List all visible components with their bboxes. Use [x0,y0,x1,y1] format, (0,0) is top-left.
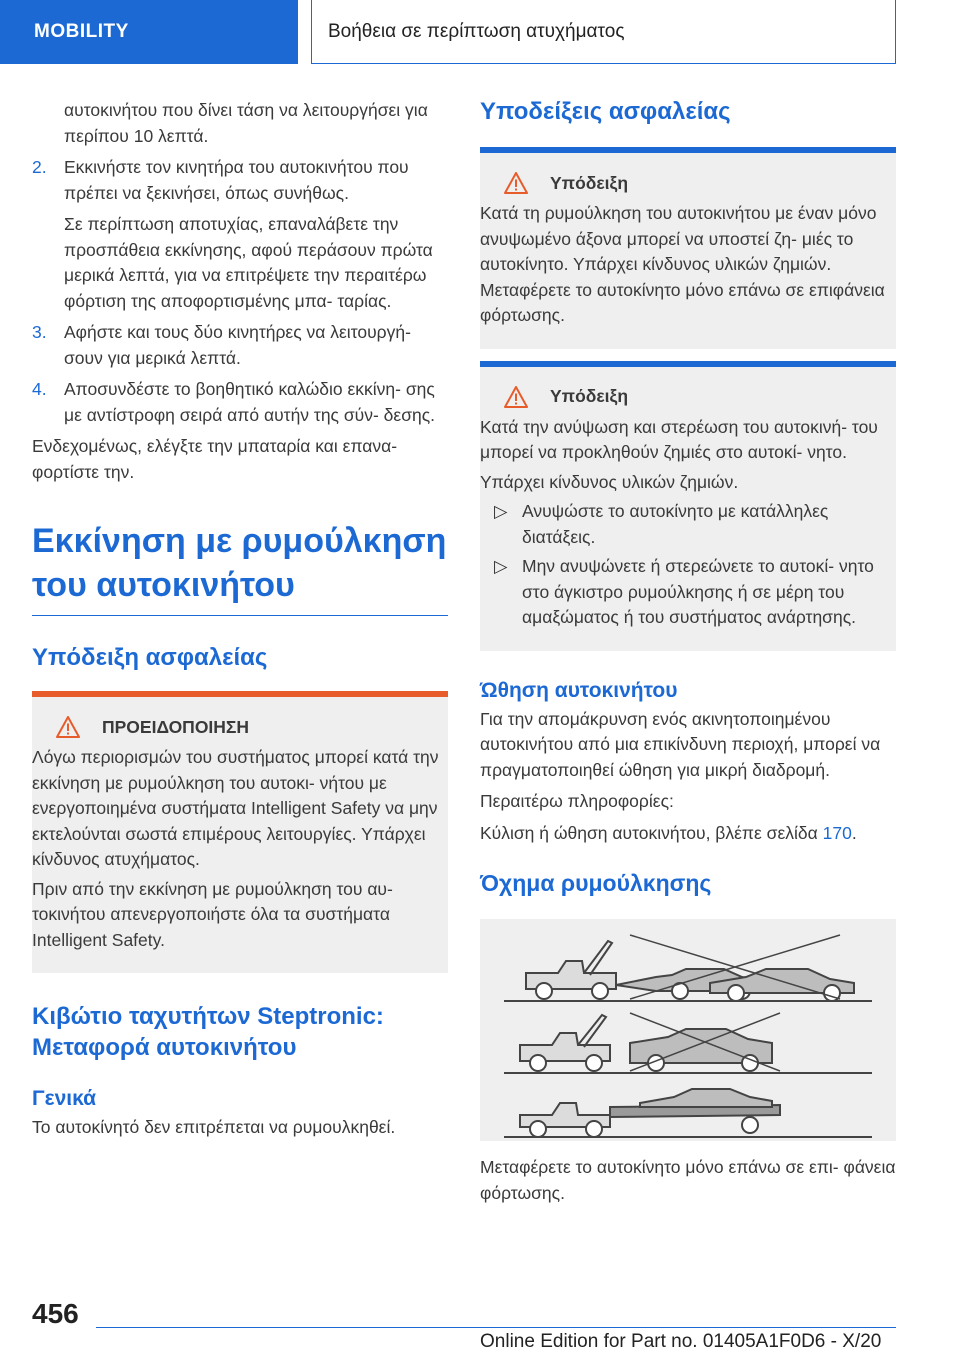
step-4-number: 4. [32,379,47,399]
battery-check-text: Ενδεχομένως, ελέγξτε την μπαταρία και επανα‐ φορτίστε την. [32,436,398,482]
subtitle-tow-vehicle: Όχημα ρυμούλκησης [480,870,712,896]
note-1-title: Υπόδειξη [550,172,629,193]
bullet-triangle-icon: ▷ [494,556,508,576]
note-1-header [480,169,896,197]
push-text: Για την απομάκρυνση ενός ακινητοποιημένου αυτοκινήτου από μια επικίνδυνη περιοχή, μπορεί να πραγματοποιηθεί ώθηση για μικρή διαδρομή. [480,708,881,780]
note-1-text: Κατά τη ρυμούλκηση του αυτοκινήτου με έναν μόνο ανυψωμένο άξονα μπορεί να υποστεί ζη‐ μιές το αυτοκίνητο. Υπάρχει κίνδυνος υλικών ζημιών. Μεταφέρετε το αυτοκίνητο μόνο επάνω σε επιφάνεια φόρτωσης. [480,203,885,325]
right-column [480,96,896,1206]
footer-divider [96,1327,896,1328]
header-section-label: MOBILITY [34,21,129,42]
step1-continued: αυτοκινήτου που δίνει τάση να λειτουργήσει για περίπου 10 λεπτά. [64,100,428,146]
page-link[interactable]: 170 [822,822,852,843]
subtitle-safety-note: Υπόδειξη ασφαλείας [32,644,268,671]
subtitle-steptronic: Κιβώτιο ταχυτήτων Steptronic: Μεταφορά αυτοκινήτου [32,1003,384,1061]
tow-vehicle-illustration [480,919,896,1141]
note-2-title: Υπόδειξη [550,386,629,406]
warning-text-2: Πριν από την εκκίνηση με ρυμούλκηση του αυ‐ τοκινήτου απενεργοποιήστε όλα τα συστήματα Intelligent Safety. [32,878,393,950]
note-2-bullet-2: ▷ Μην ανυψώνετε ή στερεώνετε το αυτοκί‐ νητο στο άγκιστρο ρυμούλκησης ή σε μέρη του αμαξώματος ή του συστήματος ανάρτησης. [494,556,874,627]
header-chapter-label: Βοήθεια σε περίπτωση ατυχήματος [328,20,625,42]
warning-title: ΠΡΟΕΙΔΟΠΟΙΗΣΗ [102,716,250,737]
note-box-1 [480,147,896,349]
illustration-caption: Μεταφέρετε το αυτοκίνητο μόνο επάνω σε επι‐ φάνεια φόρτωσης. [480,1157,896,1203]
warning-triangle-icon [504,386,528,408]
note-2-header [480,383,896,411]
left-column [32,98,448,1141]
heading-push-vehicle: Ώθηση αυτοκινήτου [480,678,678,702]
step-2-number: 2. [32,157,47,177]
header-chapter [311,0,896,64]
note-2-bullet-1: ▷ Ανυψώστε το αυτοκίνητο με κατάλληλες διατάξεις. [494,501,829,547]
header-section-tab [0,0,298,64]
more-info-label: Περαιτέρω πληροφορίες: [480,791,674,811]
step-2-note: Σε περίπτωση αποτυχίας, επαναλάβετε την προσπάθεια εκκίνησης, αφού περάσουν πρώτα μερικά λεπτά, για να επιτρέψετε την περαιτέρω φόρτιση της αποφορτισμένης μπα‐ ταρίας. [64,214,433,311]
step-3: 3. Αφήστε και τους δύο κινητήρες να λειτουργή‐ σουν για μερικά λεπτά. [32,322,411,368]
warning-header [32,713,448,741]
step-3-number: 3. [32,322,47,342]
warning-triangle-icon [504,172,528,194]
warning-box [32,691,448,973]
step-2: 2. Εκκινήστε τον κινητήρα του αυτοκινήτου που πρέπει να ξεκινήσει, όπως συνήθως. [32,157,409,203]
page-reference: Κύλιση ή ώθηση αυτοκινήτου, βλέπε σελίδα 170. [480,822,857,843]
warning-text-1: Λόγω περιορισμών του συστήματος μπορεί κατά την εκκίνηση με ρυμούλκηση του αυτοκι‐ νήτου με ενεργοποιημένα συστήματα Intelligent Safety να μην εκτελούνται σωστά επιμέρους λειτουργίες. Υπάρχει κίνδυνος ατυχήματος. [32,747,439,869]
note-box-2 [480,361,896,651]
bullet-triangle-icon: ▷ [494,501,508,521]
page-number: 456 [32,1298,79,1329]
tow-trucks-illustration [480,919,896,1141]
section-title-tow-start: Εκκίνηση με ρυμούλκηση του αυτοκινήτου [32,519,448,616]
footer-edition: Online Edition for Part no. 01405A1F0D6 - X/20 [480,1331,882,1352]
note-2-text-1: Κατά την ανύψωση και στερέωση του αυτοκινή‐ του μπορεί να προκληθούν ζημιές στο αυτοκί‐ νητο. [480,416,878,462]
subtitle-safety-tips: Υποδείξεις ασφαλείας [480,98,731,125]
note-2-text-2: Υπάρχει κίνδυνος υλικών ζημιών. [480,471,739,492]
heading-general: Γενικά [32,1087,97,1110]
step-4: 4. Αποσυνδέστε το βοηθητικό καλώδιο εκκίνη‐ σης με αντίστροφη σειρά από αυτήν της σύν‐ δεσης. [32,379,436,425]
warning-triangle-icon [56,716,80,738]
general-text: Το αυτοκίνητό δεν επιτρέπεται να ρυμουλκηθεί. [32,1117,396,1137]
